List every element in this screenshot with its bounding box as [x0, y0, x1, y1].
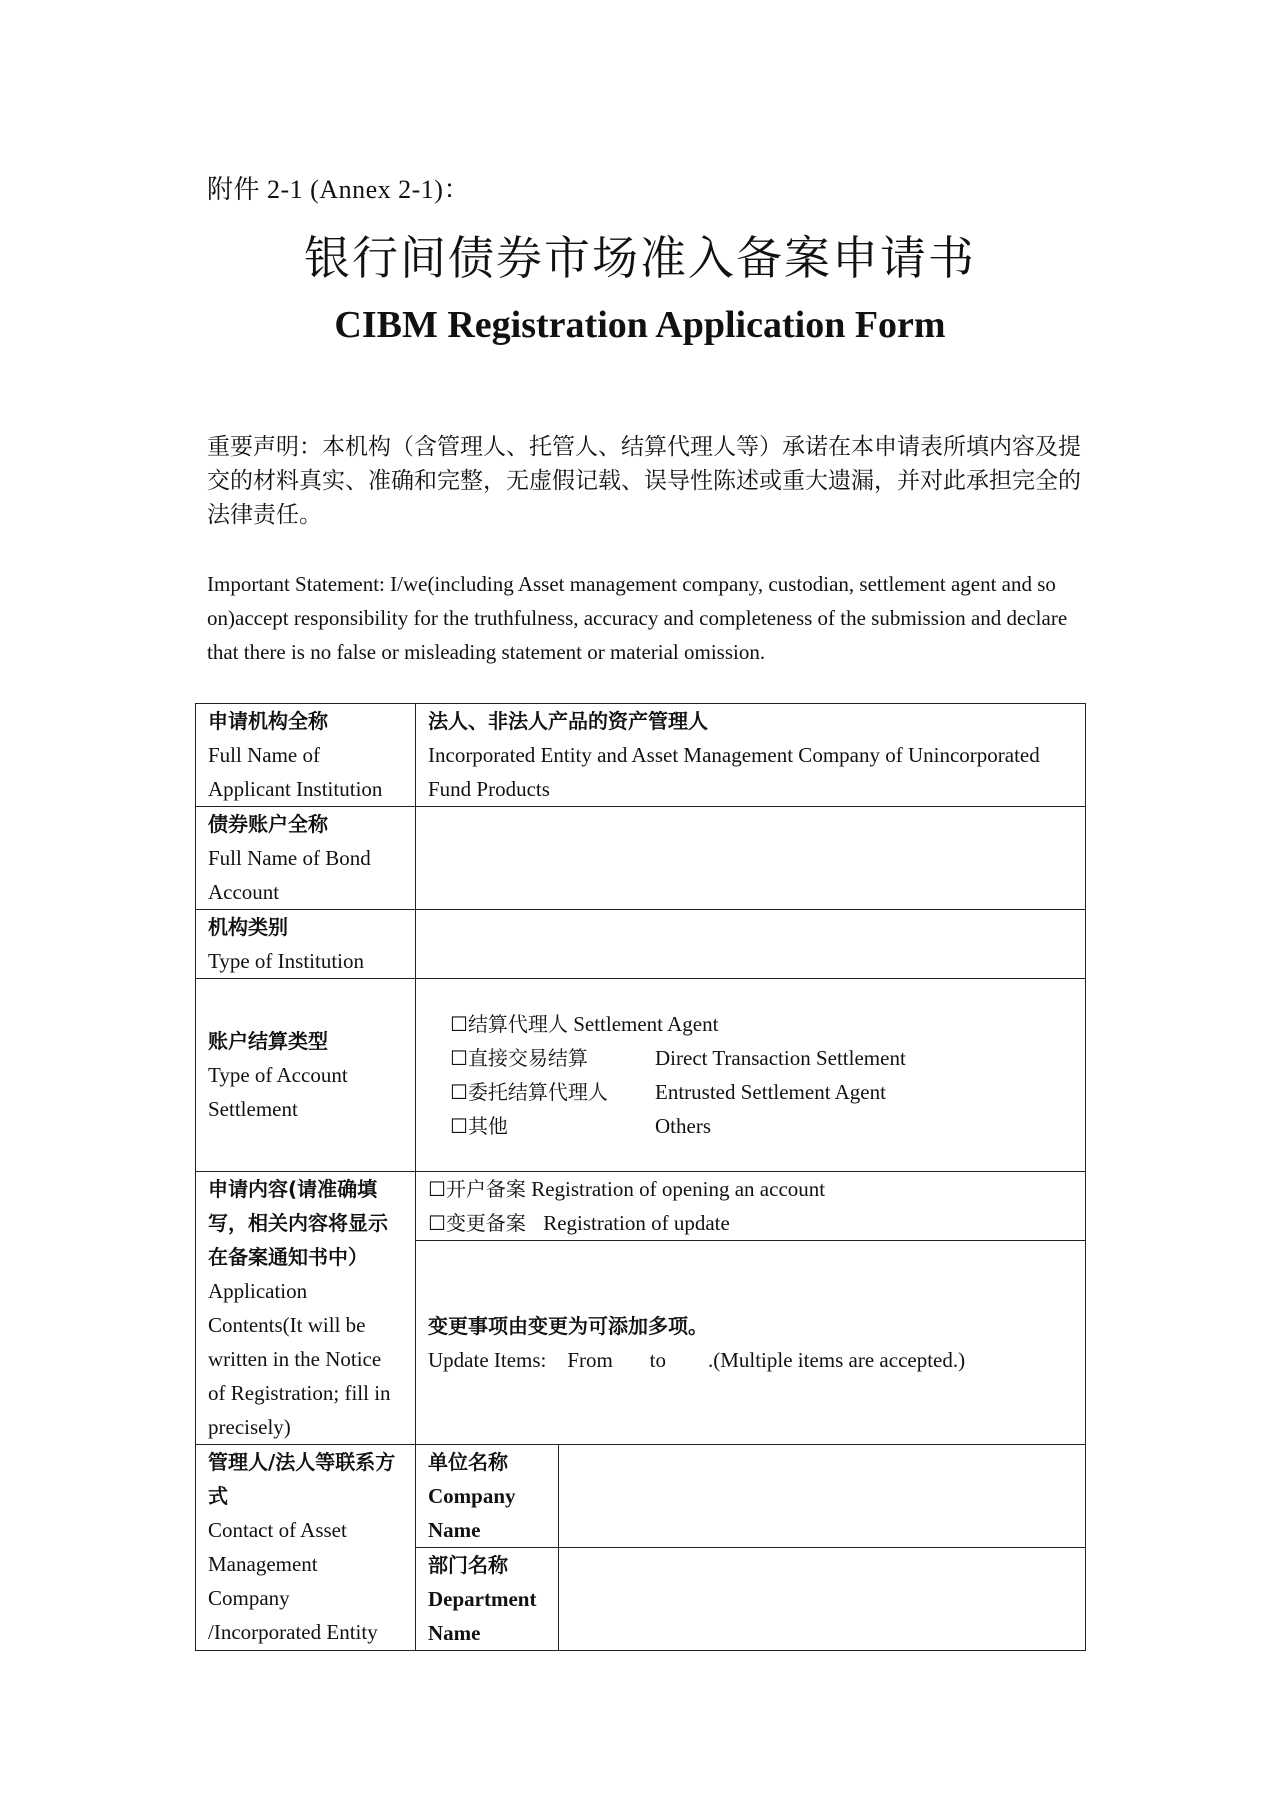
contact-label-en: Contact of Asset Management Company /Incorporated Entity — [208, 1518, 378, 1644]
checkbox-icon[interactable]: ☐ — [428, 1211, 446, 1235]
option-label-en: Settlement Agent — [573, 1012, 719, 1036]
row-applicant — [196, 704, 1086, 807]
option-label-en: Registration of opening an account — [531, 1177, 826, 1201]
applicant-value-cell[interactable] — [416, 704, 1086, 807]
option-label-cn: 开户备案 — [445, 1177, 526, 1201]
option-label-cn: 结算代理人 — [467, 1012, 568, 1036]
option-label-cn: 其他 — [467, 1114, 508, 1138]
option-label-cn: 变更备案 — [445, 1211, 526, 1235]
contact-label-cell — [196, 1445, 416, 1651]
application-option-opening[interactable] — [428, 1172, 1073, 1206]
application-option-update[interactable] — [428, 1206, 1073, 1240]
company-name-label-en: Company Name — [428, 1484, 516, 1542]
application-options-cell — [416, 1172, 1086, 1241]
checkbox-icon[interactable]: ☐ — [450, 1114, 468, 1138]
settlement-label-cell — [196, 979, 416, 1172]
row-settlement-type — [196, 979, 1086, 1172]
applicant-value-cn: 法人、非法人产品的资产管理人 — [428, 709, 708, 733]
bond-account-label-cn: 债券账户全称 — [208, 812, 328, 836]
settlement-option-direct-transaction[interactable] — [450, 1041, 1073, 1075]
department-name-label-cell — [416, 1548, 559, 1651]
application-label-cn: 申请内容(请准确填写，相关内容将显示在备案通知书中） — [208, 1177, 388, 1269]
applicant-label-cell — [196, 704, 416, 807]
company-name-label-cell — [416, 1445, 559, 1548]
row-institution-type — [196, 910, 1086, 979]
institution-type-label-en: Type of Institution — [208, 949, 365, 973]
row-application-contents — [196, 1172, 1086, 1241]
applicant-label-en: Full Name of Applicant Institution — [208, 743, 383, 801]
registration-form-table — [195, 703, 1086, 1651]
department-name-label-cn: 部门名称 — [428, 1553, 508, 1577]
contact-label-cn: 管理人/法人等联系方式 — [208, 1450, 396, 1508]
settlement-label-cn: 账户结算类型 — [208, 1029, 328, 1053]
update-items-cell[interactable] — [416, 1241, 1086, 1445]
option-label-en: Others — [655, 1114, 711, 1138]
company-name-label-cn: 单位名称 — [428, 1450, 508, 1474]
update-items-en: Update Items: From to .(Multiple items are accepted.) — [428, 1347, 966, 1372]
company-name-value-field[interactable] — [559, 1445, 1086, 1548]
bond-account-label-en: Full Name of Bond Account — [208, 846, 371, 904]
update-items-cn: 变更事项由变更为可添加多项。 — [428, 1313, 708, 1338]
option-label-cn: 委托结算代理人 — [467, 1080, 608, 1104]
institution-type-value-field[interactable] — [416, 910, 1086, 979]
bond-account-value-field[interactable] — [416, 807, 1086, 910]
application-label-en: Application Contents(It will be written in the Notice of Registration; fill in precisely) — [208, 1279, 391, 1439]
row-contact-company — [196, 1445, 1086, 1548]
annex-label: 附件 2-1 (Annex 2-1)： — [207, 175, 470, 204]
settlement-option-settlement-agent[interactable] — [450, 1007, 1073, 1041]
important-statement-english: Important Statement: I/we(including Asset management company, custodian, settlement agent and so on)accept responsibility for the truthfulness, accuracy and completeness of the submission and declare that there is no false or misleading statement or material omission. — [207, 572, 1068, 664]
row-bond-account — [196, 807, 1086, 910]
option-label-en: Direct Transaction Settlement — [655, 1046, 906, 1070]
form-title-chinese: 银行间债券市场准入备案申请书 — [304, 231, 976, 285]
application-label-cell — [196, 1172, 416, 1445]
checkbox-icon[interactable]: ☐ — [450, 1012, 468, 1036]
institution-type-label-cell — [196, 910, 416, 979]
important-statement-chinese: 重要声明：本机构（含管理人、托管人、结算代理人等）承诺在本申请表所填内容及提交的材料真实、准确和完整，无虚假记载、误导性陈述或重大遗漏，并对此承担完全的法律责任。 — [207, 434, 1081, 528]
settlement-option-others[interactable] — [450, 1109, 1073, 1143]
option-label-en: Registration of update — [543, 1211, 730, 1235]
department-name-value-field[interactable] — [559, 1548, 1086, 1651]
form-title-english: CIBM Registration Application Form — [334, 304, 946, 346]
checkbox-icon[interactable]: ☐ — [450, 1080, 468, 1104]
settlement-options-cell — [416, 979, 1086, 1172]
settlement-label-en: Type of Account Settlement — [208, 1063, 348, 1121]
department-name-label-en: Department Name — [428, 1587, 537, 1645]
applicant-label-cn: 申请机构全称 — [208, 709, 328, 733]
checkbox-icon[interactable]: ☐ — [428, 1177, 446, 1201]
checkbox-icon[interactable]: ☐ — [450, 1046, 468, 1070]
applicant-value-en: Incorporated Entity and Asset Management Company of Unincorporated Fund Products — [428, 743, 1040, 801]
bond-account-label-cell — [196, 807, 416, 910]
option-label-cn: 直接交易结算 — [467, 1046, 588, 1070]
settlement-option-entrusted-agent[interactable] — [450, 1075, 1073, 1109]
institution-type-label-cn: 机构类别 — [208, 915, 288, 939]
option-label-en: Entrusted Settlement Agent — [655, 1080, 886, 1104]
